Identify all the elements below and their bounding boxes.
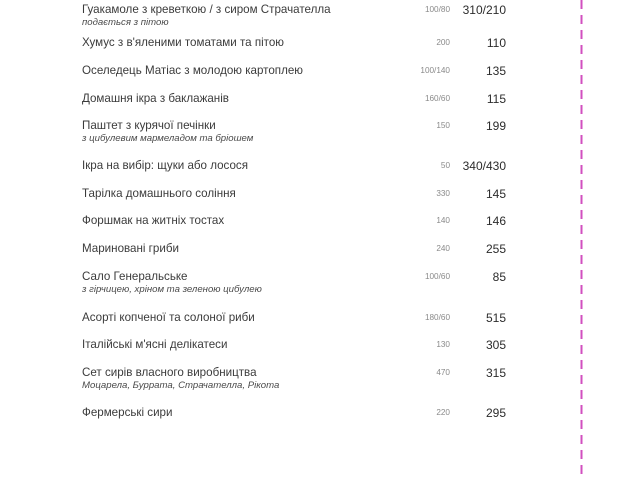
item-weight: 180/60 [424, 313, 450, 322]
item-price: 295 [485, 406, 506, 420]
item-description: з гірчицею, хріном та зеленою цибулею [82, 284, 262, 295]
item-name: Мариновані гриби [82, 242, 179, 255]
item-weight: 140 [436, 216, 450, 225]
item-weight: 100/60 [424, 272, 450, 281]
menu-item [82, 338, 512, 368]
item-price: 199 [485, 119, 506, 133]
menu-item [82, 406, 512, 436]
item-weight: 150 [436, 121, 450, 130]
item-name: Хумус з в'яленими томатами та пітою [82, 36, 284, 49]
item-weight: 220 [436, 408, 450, 417]
menu-item [82, 187, 512, 217]
item-weight: 470 [436, 368, 450, 377]
item-name: Ікра на вибір: щуки або лосося [82, 159, 249, 172]
item-name: Асорті копченої та солоної риби [82, 311, 255, 324]
item-price: 146 [485, 214, 506, 228]
item-name: Форшмак на житніх тостах [82, 214, 225, 227]
item-name: Паштет з курячої печінки [82, 119, 216, 132]
item-price: 305 [485, 338, 506, 352]
item-name: Італійські м'ясні делікатеси [82, 338, 228, 351]
item-price: 145 [485, 187, 506, 201]
item-name: Фермерські сири [82, 406, 173, 419]
dashed-border-line [580, 0, 583, 480]
item-name: Сало Генеральське [82, 270, 188, 283]
item-price: 110 [486, 36, 506, 50]
menu-item [82, 311, 512, 341]
menu-item [82, 214, 512, 244]
item-price: 310/210 [462, 3, 506, 17]
item-price: 135 [485, 64, 506, 78]
item-name: Гуакамоле з креветкою / з сиром Страчателла [82, 3, 331, 16]
item-price: 340/430 [462, 159, 506, 173]
item-name: Оселедець Матіас з молодою картоплею [82, 64, 303, 77]
item-weight: 130 [436, 340, 450, 349]
menu-item [82, 366, 512, 396]
item-name: Сет сирів власного виробництва [82, 366, 257, 379]
menu-item [82, 242, 512, 272]
item-price: 115 [486, 92, 506, 106]
menu-item [82, 36, 512, 66]
item-weight: 200 [436, 38, 450, 47]
item-weight: 100/140 [420, 66, 450, 75]
item-weight: 330 [436, 189, 450, 198]
menu-item [82, 92, 512, 122]
item-weight: 160/60 [424, 94, 450, 103]
item-description: подається з пітою [82, 17, 169, 28]
menu-item [82, 270, 512, 300]
item-weight: 100/80 [424, 5, 450, 14]
menu-item [82, 3, 512, 33]
menu-item [82, 119, 512, 149]
item-name: Домашня ікра з баклажанів [82, 92, 229, 105]
item-price: 515 [485, 311, 506, 325]
item-description: з цибулевим мармеладом та бріошем [82, 133, 254, 144]
menu-item [82, 64, 512, 94]
item-weight: 50 [440, 161, 450, 170]
item-price: 315 [485, 366, 506, 380]
menu-item [82, 159, 512, 189]
item-name: Тарілка домашнього соління [82, 187, 236, 200]
item-price: 255 [485, 242, 506, 256]
item-description: Моцарела, Буррата, Страчателла, Рікота [82, 380, 280, 391]
item-price: 85 [492, 270, 506, 284]
item-weight: 240 [436, 244, 450, 253]
